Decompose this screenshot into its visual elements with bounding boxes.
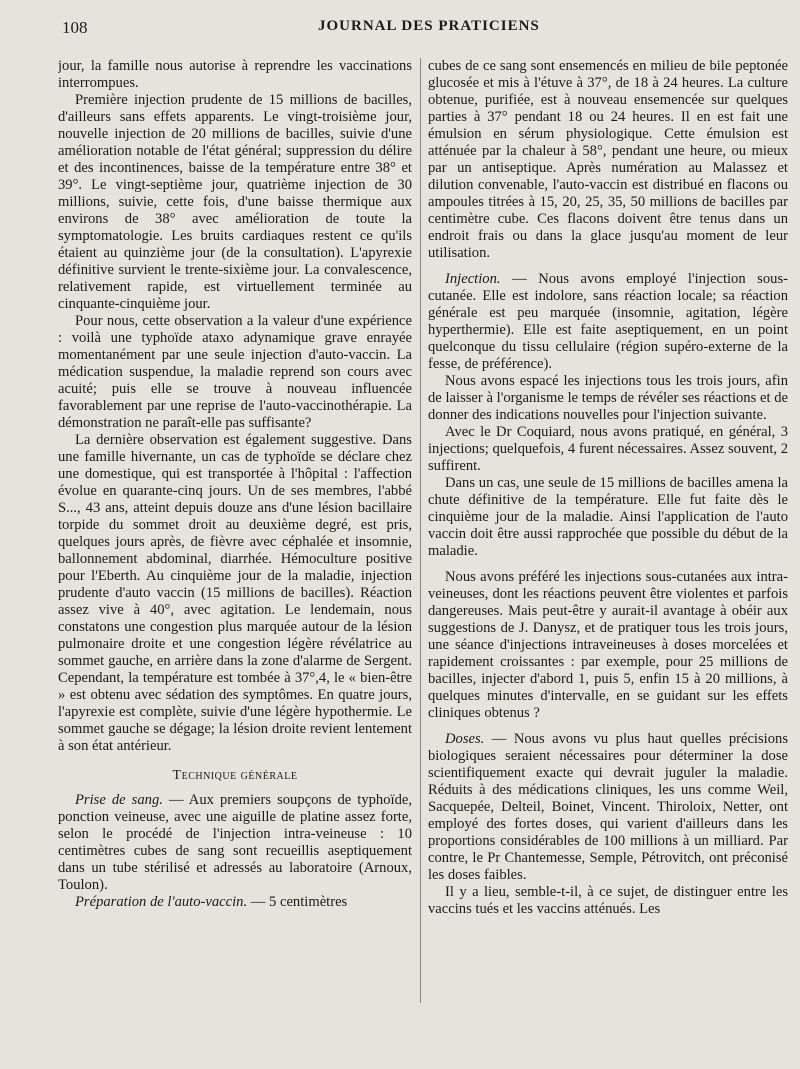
page-header (0, 18, 800, 40)
page-number: 108 (62, 18, 88, 37)
paragraph-single-case: Dans un cas, une seule de 15 millions de bacilles amena la chute définitive de la température. Elle fut faite dès le cinquième jour de la maladie. Ainsi l'application de l'auto vaccin doit être aussi rapprochée que possible du début de la maladie. (428, 475, 788, 559)
paragraph-text: — Aux premiers soupçons de typhoïde, ponction veineuse, avec une aiguille de platine assez forte, selon le procédé de l'injection intra-veineuse : 10 centimètres cubes de sang sont recueillis aseptiquement dans un tube stérilisé et adressés au laboratoire (Arnoux, Toulon). (58, 792, 412, 893)
paragraph-text: — Nous avons vu plus haut quelles précisions biologiques seraient nécessaires pour déterminer la dose scientifiquement exacte qui devrait juguler la maladie. Réduits à des médications cliniques, les uns comme Weil, Sacquepée, Delteil, Boinet, Vincent. Thiroloix, Netter, ont employé des fortes doses, qui varient d'ailleurs dans les proportions considérables de 100 millions à un milliard. Par contre, le Pr Chantemesse, Semple, Pétrovitch, ont préconisé les doses faibles. (428, 731, 788, 883)
paragraph-spacing: Nous avons espacé les injections tous les trois jours, afin de laisser à l'organisme le temps de révéler ses réactions et de donner des indications nouvelles pour l'injection suivante. (428, 373, 788, 423)
paragraph-prise-de-sang (58, 792, 412, 894)
paragraph-continuation: jour, la famille nous autorise à reprendre les vaccinations interrompues. (58, 58, 412, 91)
run-in-heading: Doses. (445, 731, 485, 747)
paragraph-last-observation: La dernière observation est également suggestive. Dans une famille hivernante, un cas de typhoïde se déclare chez une domestique, qui est transportée à l'hôpital : l'affection évolue en quarante-cinq jours. Un de ses membres, l'abbé S..., 43 ans, atteint depuis douze ans d'une lésion bacillaire torpide du sommet droit au deuxième degré, est pris, quelques jours après, de fièvre avec céphalée et insomnie, ballonnement abdominal, diarrhée. Hémoculture positive pour l'Eberth. Au cinquième jour de la maladie, injection prudente d'auto vaccin (15 millions de bacilles). Réaction assez vive à 40°, avec agitation. Le lendemain, nous constatons une congestion plus marquée autour de la lésion pulmonaire droite et une congestion légère révélatrice au sommet gauche, en arrière dans la zone d'alarme de Sergent. Cependant, la température est tombée à 37°,4, le « bien-être » est obtenu avec sédation des symptômes. En quatre jours, l'apyrexie est complète, suivie d'une légère hypothermie. Le sommet gauche se dégage; la lésion droite revient lentement à son état antérieur. (58, 432, 412, 754)
run-in-heading: Injection. (445, 271, 501, 287)
paragraph-subcutaneous: Nous avons préféré les injections sous-cutanées aux intra-veineuses, dont les réactions peuvent être violentes et parfois dangereuses. Mais peut-être y aurait-il avantage à obéir aux suggestions de J. Danysz, et de pratiquer tous les trois jours, une séance d'injections intraveineuses à doses morcelées et rapidement croissantes : par exemple, pour 25 millions de bacilles, injecter d'abord 1, puis 5, enfin 15 à 20 millions, à quelques minutes d'intervalle, en se guidant sur les effets cliniques obtenus ? (428, 569, 788, 721)
column-divider (420, 58, 421, 1003)
paragraph-culture: cubes de ce sang sont ensemencés en milieu de bile peptonée glucosée et mis à l'étuve à 37°, de 18 à 24 heures. La culture obtenue, purifiée, est à nouveau ensemencée sur quelques parties à 37° pendant 18 ou 24 heures. Il en est fait une émulsion en sérum physiologique. Cette émulsion est atténuée par la chaleur à 58°, pendant une heure, ou mieux par un antiseptique. Après numération au Malassez et dilution convenable, l'auto-vaccin est distribué en flacons ou ampoules titrées à 15, 20, 25, 35, 50 millions de bacilles par centimètre cube. Ces flacons doivent être tenus dans un endroit frais ou dans la glace jusqu'au moment de leur utilisation. (428, 58, 788, 261)
paragraph-doses (428, 731, 788, 884)
paragraph-coquiard: Avec le Dr Coquiard, nous avons pratiqué, en général, 3 injections; quelquefois, 4 furent nécessaires. Assez souvent, 2 suffirent. (428, 424, 788, 474)
run-in-heading: Prise de sang. (75, 792, 163, 808)
paragraph-observation-value: Pour nous, cette observation a la valeur d'une expérience : voilà une typhoïde ataxo adynamique grave enrayée momentanément par une seule injection d'auto-vaccin. La médication suspendue, la maladie reprend son cours avec acuité; puis elle se trouve à nouveau influencée favorablement par une reprise de l'auto-vaccinothérapie. La démonstration ne paraît-elle pas suffisante? (58, 313, 412, 431)
right-column (428, 58, 788, 1058)
paragraph-preparation (58, 894, 412, 911)
paragraph-vaccins: Il y a lieu, semble-t-il, à ce sujet, de distinguer entre les vaccins tués et les vaccins atténués. Les (428, 884, 788, 917)
left-column (58, 58, 412, 1058)
run-in-heading: Préparation de l'auto-vaccin. (75, 894, 248, 910)
paragraph-text: — Nous avons employé l'injection sous-cutanée. Elle est indolore, sans réaction locale; sa réaction générale est peu marquée (insomnie, agitation, légère hyperthermie). Elle est faite aseptiquement, en un point quelconque du tissu cellulaire (région supéro-externe de la fesse, de préférence). (428, 271, 788, 372)
section-title: Technique générale (172, 768, 298, 783)
paragraph-injections: Première injection prudente de 15 millions de bacilles, d'ailleurs sans effets apparents. Le vingt-troisième jour, nouvelle injection de 20 millions de bacilles, suivie d'une amélioration notable de l'état général; suppression du délire et des incontinences, baisse de la température entre 38° et 39°. Le vingt-septième jour, quatrième injection de 30 millions, suivie, cette fois, d'une baisse thermique aux environs de 38° avec amélioration de toute la symptomatologie. Les bruits cardiaques restent ce qu'ils étaient au quinzième jour (de la consultation). L'apyrexie définitive survient le trente-sixième jour. La convalescence, relativement rapide, est virtuellement terminée au cinquante-cinquième jour. (58, 92, 412, 312)
paragraph-injection (428, 271, 788, 373)
running-title: JOURNAL DES PRATICIENS (318, 18, 540, 34)
paragraph-text: — 5 centimètres (247, 894, 348, 910)
